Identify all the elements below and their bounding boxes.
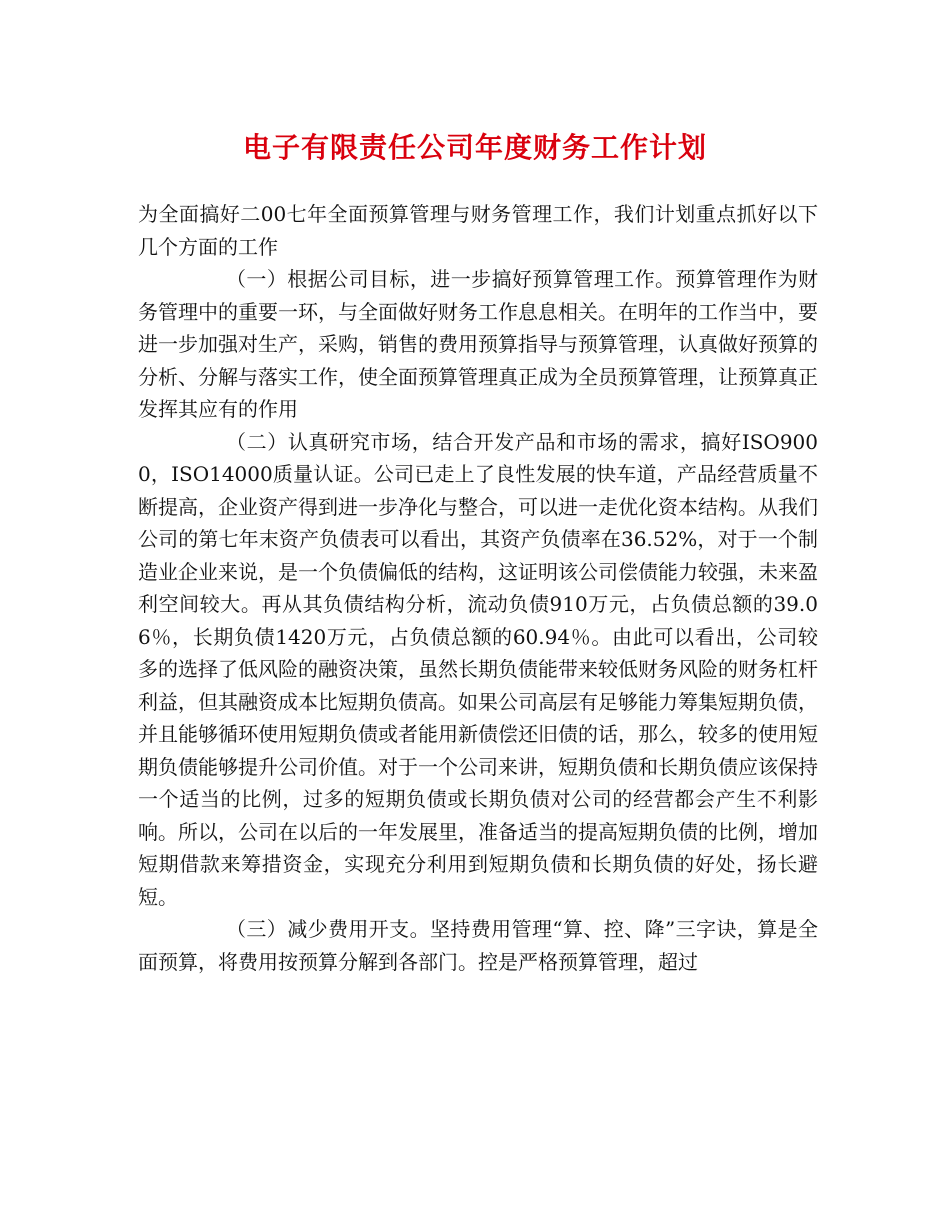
document-body [138, 198, 818, 978]
section-3-paragraph: （三）减少费用开支。坚持费用管理“算、控、降”三字诀，算是全面预算，将费用按预算分解到各部门。控是严格预算管理，超过 [138, 917, 818, 974]
section-2-paragraph: （二）认真研究市场，结合开发产品和市场的需求，搞好ISO9000，ISO14000质量认证。公司已走上了良性发展的快车道，产品经营质量不断提高，企业资产得到进一步净化与整合，可以进一走优化资本结构。从我们公司的第七年末资产负债表可以看出，其资产负债率在36.52%，对于一个制造业企业来说，是一个负债偏低的结构，这证明该公司偿债能力较强，未来盈利空间较大。再从其负债结构分析，流动负债910万元，占负债总额的39.06％，长期负债1420万元，占负债总额的60.94％。由此可以看出，公司较多的选择了低风险的融资决策，虽然长期负债能带来较低财务风险的财务杠杆利益，但其融资成本比短期负债高。如果公司高层有足够能力筹集短期负债，并且能够循环使用短期负债或者能用新债偿还旧债的话，那么，较多的使用短期负债能够提升公司价值。对于一个公司来讲，短期负债和长期负债应该保持一个适当的比例，过多的短期负债或长期负债对公司的经营都会产生不利影响。所以，公司在以后的一年发展里，准备适当的提高短期负债的比例，增加短期借款来筹措资金，实现充分利用到短期负债和长期负债的好处，扬长避短。 [138, 429, 818, 909]
section-1-paragraph: （一）根据公司目标，进一步搞好预算管理工作。预算管理作为财务管理中的重要一环，与全面做好财务工作息息相关。在明年的工作当中，要进一步加强对生产，采购，销售的费用预算指导与预算管理，认真做好预算的分析、分解与落实工作，使全面预算管理真正成为全员预算管理，让预算真正发挥其应有的作用 [138, 267, 818, 421]
intro-paragraph: 为全面搞好二00七年全面预算管理与财务管理工作，我们计划重点抓好以下几个方面的工作 [138, 202, 818, 259]
document-title: 电子有限责任公司年度财务工作计划 [242, 131, 707, 164]
